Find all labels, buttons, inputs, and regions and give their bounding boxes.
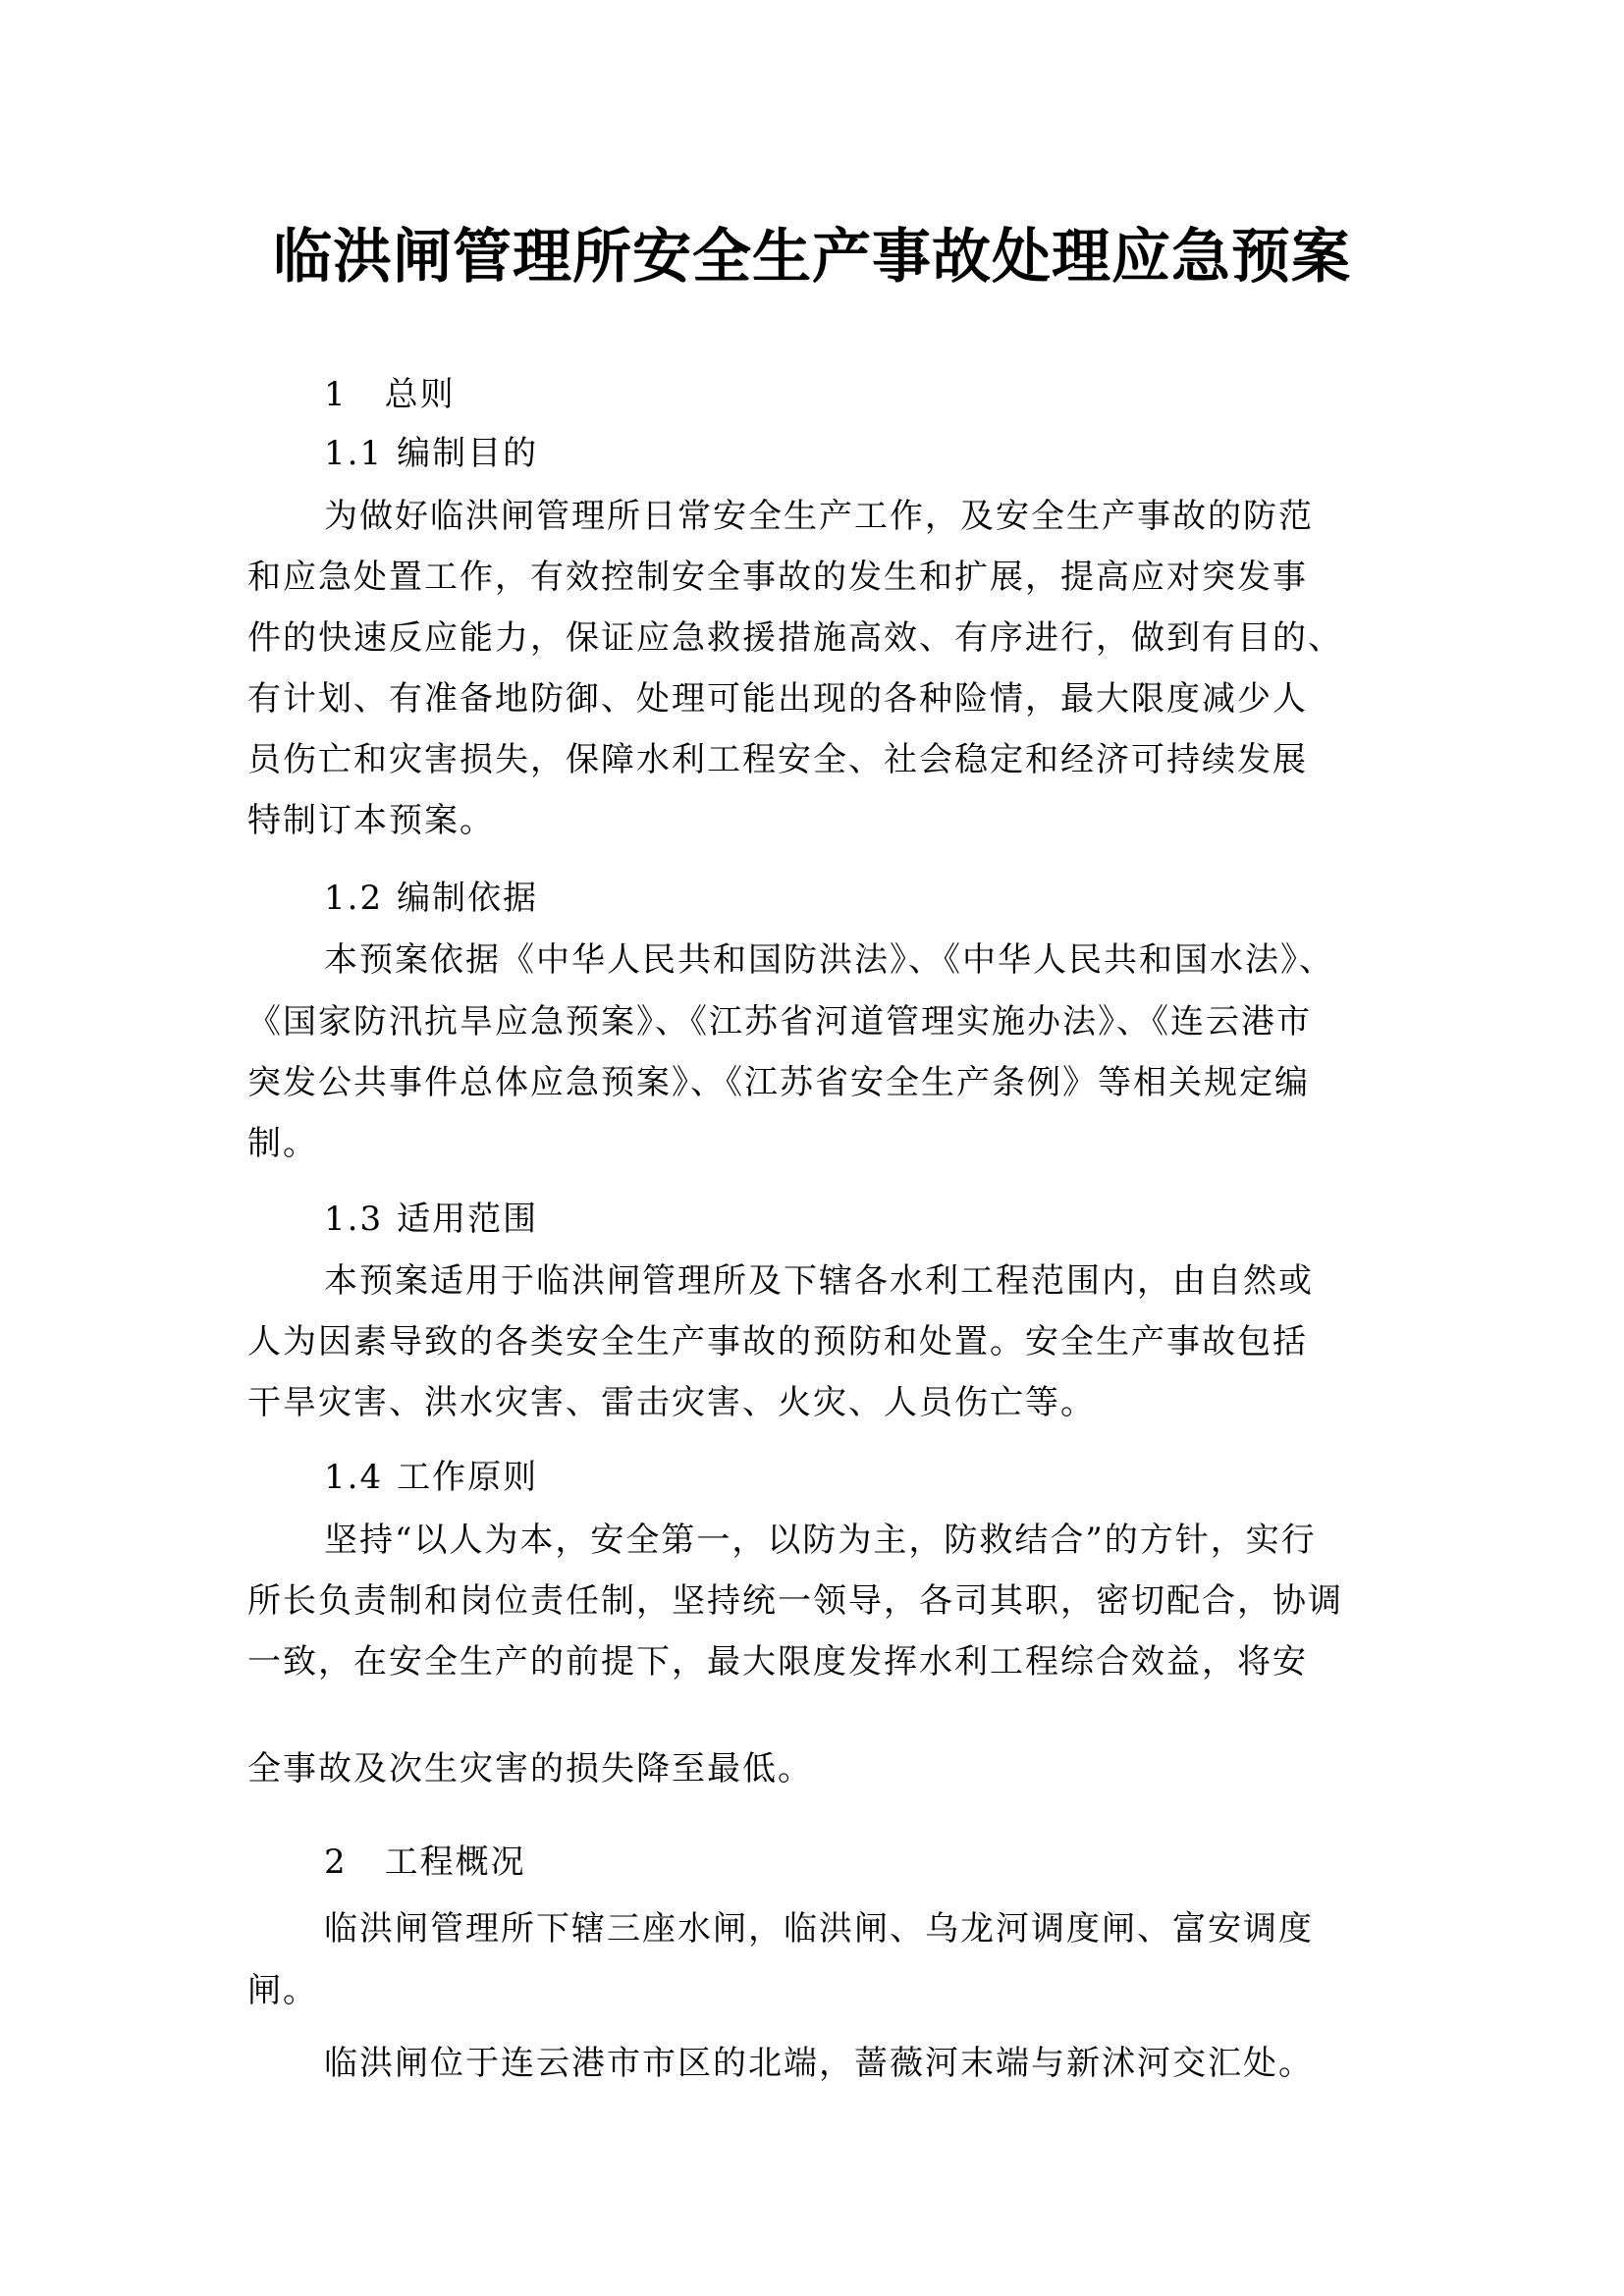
section-1-heading [324, 375, 456, 414]
section-number: 1 [324, 375, 348, 414]
section-number: 1.4 [324, 1458, 384, 1497]
section-1-3-heading [324, 1200, 538, 1239]
paragraph-line: 突发公共事件总体应急预案》、《江苏省安全生产条例》等相关规定编 [247, 1063, 1310, 1102]
paragraph-line: 和应急处置工作，有效控制安全事故的发生和扩展，提高应对突发事 [247, 558, 1308, 597]
section-1-2-heading [324, 879, 538, 918]
paragraph-line: 有计划、有准备地防御、处理可能出现的各种险情，最大限度减少人 [247, 679, 1308, 719]
section-2-heading [324, 1842, 526, 1882]
section-number: 1.1 [324, 434, 384, 473]
paragraph-line: 件的快速反应能力，保证应急救援措施高效、有序进行，做到有目的、 [247, 618, 1343, 658]
section-title: 工程概况 [384, 1842, 526, 1882]
section-title: 编制依据 [397, 879, 539, 918]
paragraph-line: 为做好临洪闸管理所日常安全生产工作，及安全生产事故的防范 [324, 497, 1314, 536]
document-title: 临洪闸管理所安全生产事故处理应急预案 [273, 223, 1351, 292]
paragraph-line: 临洪闸管理所下辖三座水闸，临洪闸、乌龙河调度闸、富安调度 [324, 1909, 1314, 1949]
section-title: 工作原则 [397, 1458, 539, 1497]
paragraph-line: 所长负责制和岗位责任制，坚持统一领导，各司其职，密切配合，协调 [247, 1581, 1343, 1621]
paragraph-line: 临洪闸位于连云港市市区的北端，蔷薇河末端与新沭河交汇处。 [324, 2044, 1314, 2083]
paragraph-line: 特制订本预案。 [247, 801, 495, 840]
paragraph-line: 《国家防汛抗旱应急预案》、《江苏省河道管理实施办法》、《连云港市 [247, 1002, 1312, 1041]
section-title: 总则 [384, 375, 456, 414]
paragraph-line: 全事故及次生灾害的损失降至最低。 [247, 1749, 813, 1789]
paragraph-line: 一致，在安全生产的前提下，最大限度发挥水利工程综合效益，将安 [247, 1642, 1308, 1682]
section-number: 1.2 [324, 879, 384, 918]
section-1-4-heading [324, 1458, 538, 1497]
section-title: 编制目的 [397, 434, 539, 473]
section-1-1-heading [324, 434, 538, 473]
section-number: 2 [324, 1842, 348, 1882]
section-title: 适用范围 [397, 1200, 539, 1239]
paragraph-line: 本预案依据《中华人民共和国防洪法》、《中华人民共和国水法》、 [324, 940, 1334, 980]
paragraph-line: 制。 [247, 1124, 318, 1163]
paragraph-line: 员伤亡和灾害损失，保障水利工程安全、社会稳定和经济可持续发展 [247, 740, 1308, 779]
paragraph-line: 干旱灾害、洪水灾害、雷击灾害、火灾、人员伤亡等。 [247, 1383, 1096, 1422]
section-number: 1.3 [324, 1200, 384, 1239]
paragraph-line: 本预案适用于临洪闸管理所及下辖各水利工程范围内，由自然或 [324, 1261, 1314, 1301]
paragraph-line: 闸。 [247, 1971, 318, 2010]
paragraph-line: 人为因素导致的各类安全生产事故的预防和处置。安全生产事故包括 [247, 1322, 1308, 1362]
paragraph-line: 坚持“以人为本，安全第一，以防为主，防救结合”的方针，实行 [324, 1521, 1317, 1560]
